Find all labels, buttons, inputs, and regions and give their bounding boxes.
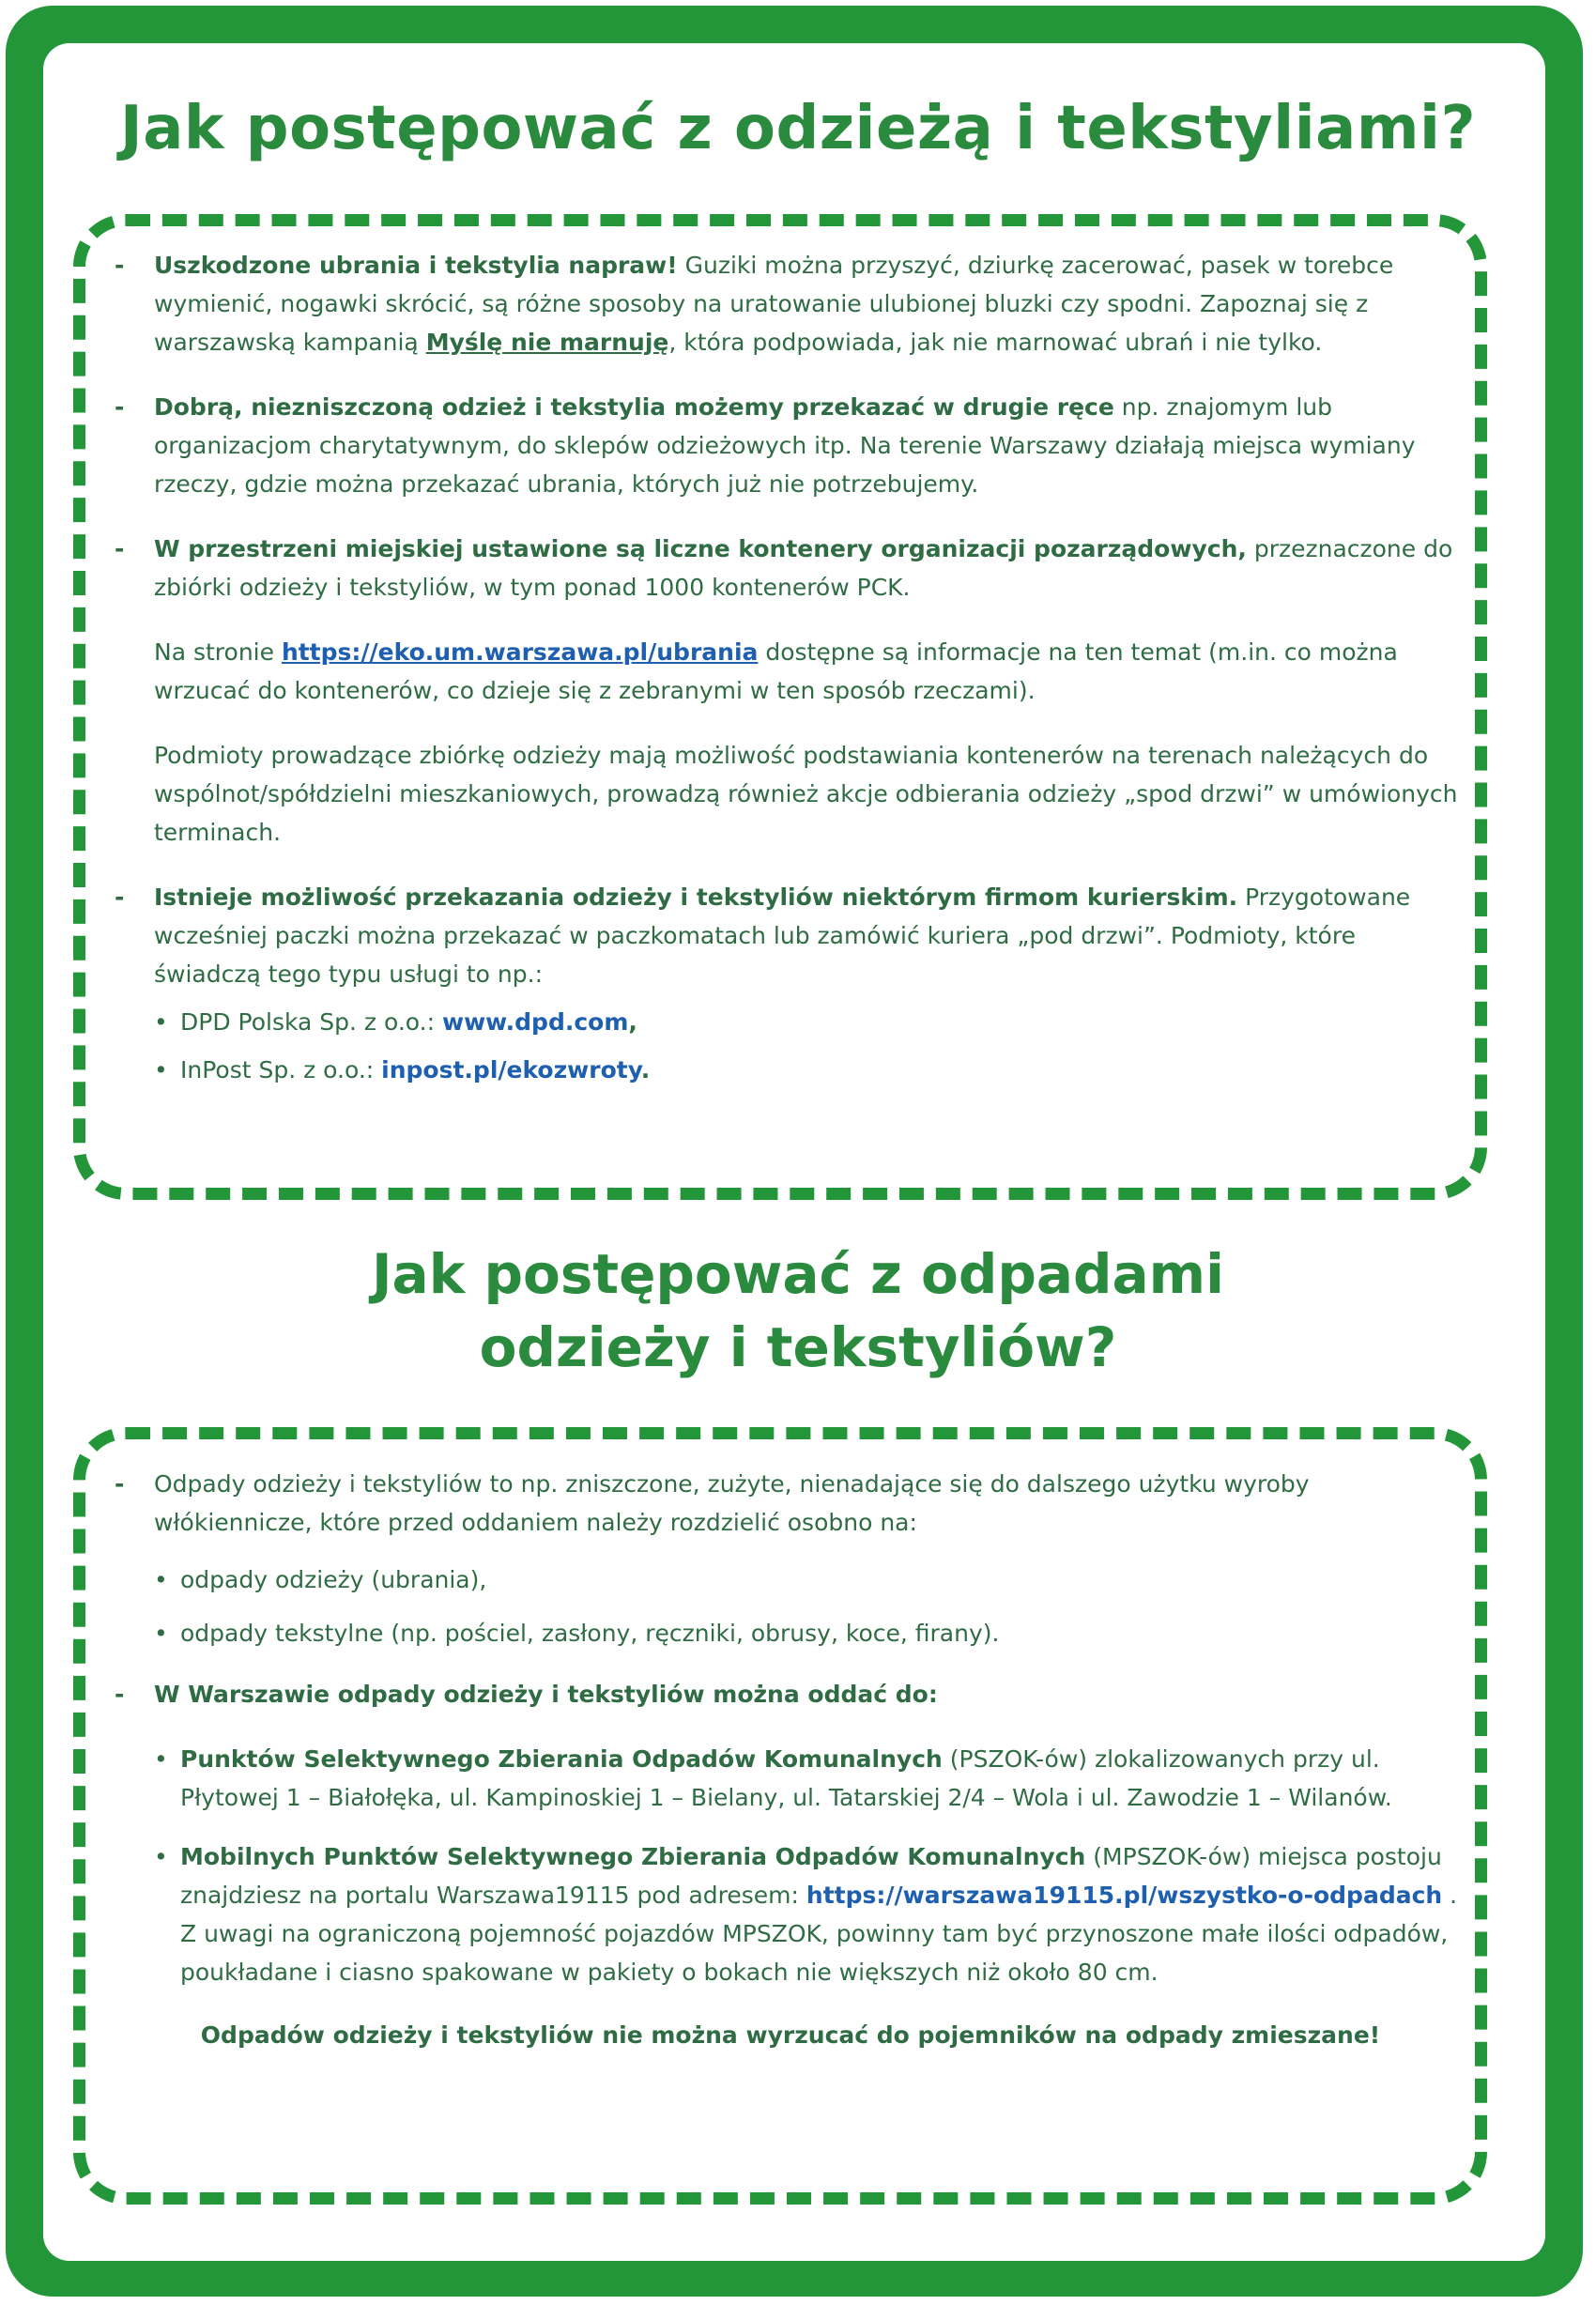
list-dash: -	[115, 1681, 125, 1708]
item-text: Odpady odzieży i tekstyliów to np. zniszczone, zużyte, nienadające się do dalszego użytku wyroby włókiennicze, które przed oddaniem należy rozdzielić osobno na:	[154, 1470, 1310, 1536]
bullet-icon: •	[154, 1745, 168, 1773]
courier-suffix: ,	[628, 1008, 637, 1036]
item-bold-lead: Dobrą, niezniszczoną odzież i tekstylia możemy przekazać w drugie ręce	[154, 393, 1114, 421]
courier-link[interactable]: inpost.pl/ekozwroty	[381, 1056, 641, 1083]
bullet-icon: •	[154, 1008, 168, 1036]
mpszok-text: (MPSZOK-ów) miejsca postoju znajdziesz na portalu Warszawa19115 pod adresem:	[180, 1843, 1442, 1909]
section1-item-second-hand	[115, 388, 1466, 503]
courier-suffix: .	[640, 1056, 651, 1083]
eko-website-link[interactable]: https://eko.um.warszawa.pl/ubrania	[281, 638, 759, 666]
mpszok-item	[154, 1837, 1466, 1991]
section2-title-line1: Jak postępować z odpadami	[371, 1242, 1225, 1306]
item-text: Na stronie	[154, 638, 282, 666]
pszok-text: (PSZOK-ów) zlokalizowanych przy ul. Płytowej 1 – Białołęka, ul. Kampinoskiej 1 – Bielany, ul. Tatarskiej 2/4 – Wola i ul. Zawodzie 1 – Wilanów.	[180, 1745, 1392, 1811]
section2-title	[0, 1237, 1596, 1384]
section1-content	[115, 246, 1466, 1089]
mpszok-text: . Z uwagi na ograniczoną pojemność pojazdów MPSZOK, powinny tam być przynoszone małe ilości odpadów, poukładane i ciasno spakowane w pakiety o bokach nie większych niż około 80 cm.	[180, 1882, 1458, 1986]
waste-type-text: odpady odzieży (ubrania),	[180, 1566, 487, 1593]
item-text: dostępne są informacje na ten temat (m.in. co można wrzucać do kontenerów, co dzieje się z zebranymi w ten sposób rzeczami).	[154, 638, 1398, 704]
list-dash: -	[115, 535, 125, 562]
item-text: przeznaczone do zbiórki odzieży i tekstyliów, w tym ponad 1000 kontenerów PCK.	[154, 535, 1453, 601]
warszawa19115-link[interactable]: https://warszawa19115.pl/wszystko-o-odpadach	[806, 1882, 1443, 1909]
courier-list-item	[154, 1051, 1466, 1089]
courier-list-item	[154, 1003, 1466, 1041]
campaign-link[interactable]: Myślę nie marnuję	[425, 329, 669, 356]
bullet-icon: •	[154, 1620, 168, 1647]
item-text: Guziki można przyszyć, dziurkę zacerować, pasek w torebce wymienić, nogawki skrócić, są różne sposoby na uratowanie ulubionej bluzki czy spodni. Zapoznaj się z warszawską kampanią	[154, 252, 1394, 356]
pszok-name: Punktów Selektywnego Zbierania Odpadów Komunalnych	[180, 1745, 943, 1773]
final-warning-note: Odpadów odzieży i tekstyliów nie można wyrzucać do pojemników na odpady zmieszane!	[200, 2021, 1381, 2049]
pszok-item	[154, 1740, 1466, 1817]
courier-name: InPost Sp. z o.o.:	[180, 1056, 382, 1083]
list-dash: -	[115, 393, 125, 421]
section2-item-definition	[115, 1465, 1466, 1652]
list-dash: -	[115, 1470, 125, 1498]
section2-title-line2: odzieży i tekstyliów?	[479, 1315, 1117, 1379]
bullet-icon: •	[154, 1843, 168, 1870]
bullet-icon: •	[154, 1056, 168, 1083]
mpszok-name: Mobilnych Punktów Selektywnego Zbierania Odpadów Komunalnych	[180, 1843, 1086, 1870]
waste-type-item	[154, 1614, 1466, 1652]
courier-link[interactable]: www.dpd.com	[441, 1008, 629, 1036]
item-text: , która podpowiada, jak nie marnować ubrań i nie tylko.	[668, 329, 1323, 356]
item-bold-lead: W Warszawie odpady odzieży i tekstyliów można oddać do:	[154, 1681, 938, 1708]
section1-title: Jak postępować z odzieżą i tekstyliami?	[119, 94, 1477, 163]
item-text: Przygotowane wcześniej paczki można przekazać w paczkomatach lub zamówić kuriera „pod drzwi”. Podmioty, które świadczą tego typu usługi to np.:	[154, 884, 1411, 988]
section2-item-where	[115, 1675, 1466, 1991]
item-bold-lead: W przestrzeni miejskiej ustawione są liczne kontenery organizacji pozarządowych,	[154, 535, 1247, 562]
section2-content	[115, 1465, 1466, 2054]
waste-type-text: odpady tekstylne (np. pościel, zasłony, ręczniki, obrusy, koce, firany).	[180, 1620, 1000, 1647]
courier-name: DPD Polska Sp. z o.o.:	[180, 1008, 442, 1036]
section1-item-containers	[115, 530, 1466, 852]
item-bold-lead: Istnieje możliwość przekazania odzieży i tekstyliów niektórym firmom kurierskim.	[154, 884, 1238, 911]
list-dash: -	[115, 252, 125, 279]
item-text: np. znajomym lub organizacjom charytatywnym, do sklepów odzieżowych itp. Na terenie Warszawy działają miejsca wymiany rzeczy, gdzie można przekazać ubrania, których już nie potrzebujemy.	[154, 393, 1416, 498]
list-dash: -	[115, 884, 125, 911]
section1-item-repair	[115, 246, 1466, 361]
containers-info-paragraph	[154, 633, 1466, 710]
section1-item-couriers	[115, 878, 1466, 1089]
collection-paragraph: Podmioty prowadzące zbiórkę odzieży mają możliwość podstawiania kontenerów na terenach należących do wspólnot/spółdzielni mieszkaniowych, prowadzą również akcje odbierania odzieży „spod drzwi” w umówionych terminach.	[154, 742, 1458, 846]
waste-type-item	[154, 1560, 1466, 1599]
bullet-icon: •	[154, 1566, 168, 1593]
item-bold-lead: Uszkodzone ubrania i tekstylia napraw!	[154, 252, 678, 279]
